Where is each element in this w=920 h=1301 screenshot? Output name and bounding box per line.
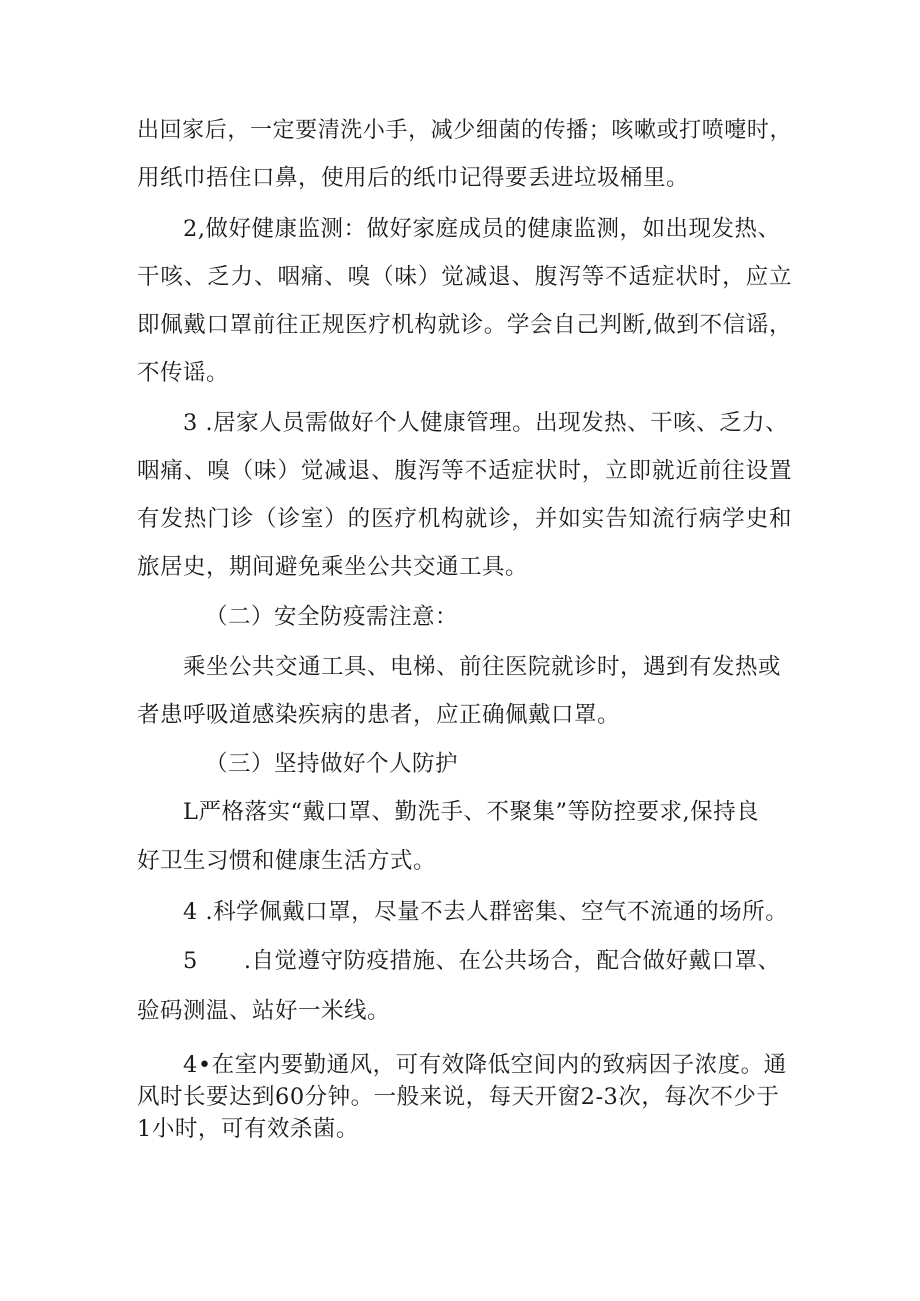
paragraph-7-line-2: 好卫生习惯和健康生活方式。	[137, 848, 437, 874]
paragraph-10-line-3: 1小时，可有效杀菌。	[137, 1116, 359, 1142]
section-heading-2: （二）安全防疫需注意：	[205, 604, 459, 630]
paragraph-2-line-2: 干咳、乏力、咽痛、嗅（味）觉减退、腹泻等不适症状时，应立	[137, 264, 792, 290]
paragraph-2-line-4: 不传谣。	[137, 360, 230, 386]
paragraph-3-line-2: 咽痛、嗅（味）觉减退、腹泻等不适症状时，立即就近前往设置	[137, 458, 792, 484]
paragraph-7-line-1: L严格落实“戴口罩、勤洗手、不聚集”等防控要求,保持良	[183, 799, 760, 825]
paragraph-1-line-2: 用纸巾捂住口鼻，使用后的纸巾记得要丢进垃圾桶里。	[137, 165, 690, 191]
paragraph-5-line-1: 乘坐公共交通工具、电梯、前往医院就诊时，遇到有发热或	[183, 654, 782, 680]
paragraph-2-line-1: 2,做好健康监测：做好家庭成员的健康监测，如出现发热、	[183, 216, 781, 242]
paragraph-8-line-1: 4 .科学佩戴口罩，尽量不去人群密集、空气不流通的场所。	[183, 899, 789, 925]
paragraph-9-line-1: 5 .自觉遵守防疫措施、在公共场合，配合做好戴口罩、	[183, 948, 781, 974]
paragraph-10-line-2: 风时长要达到60分钟。一般来说，每天开窗2-3次，每次不少于	[137, 1084, 780, 1110]
paragraph-1-line-1: 出回家后，一定要清洗小手，减少细菌的传播；咳嗽或打喷嚏时，	[137, 118, 792, 143]
paragraph-5-line-2: 者患呼吸道感染疾病的患者，应正确佩戴口罩。	[137, 702, 621, 728]
paragraph-10-line-1: 4•在室内要勤通风，可有效降低空间内的致病因子浓度。通	[183, 1052, 787, 1078]
paragraph-3-line-3: 有发热门诊（诊室）的医疗机构就诊，并如实告知流行病学史和	[137, 506, 792, 532]
section-heading-3: （三）坚持做好个人防护	[205, 751, 459, 777]
paragraph-3-line-4: 旅居史，期间避免乘坐公共交通工具。	[137, 554, 529, 580]
paragraph-9-line-2: 验码测温、站好一米线。	[137, 998, 391, 1024]
paragraph-3-line-1: 3 .居家人员需做好个人健康管理。出现发热、干咳、乏力、	[183, 410, 789, 436]
paragraph-2-line-3: 即佩戴口罩前往正规医疗机构就诊。学会自己判断,做到不信谣，	[137, 312, 792, 338]
